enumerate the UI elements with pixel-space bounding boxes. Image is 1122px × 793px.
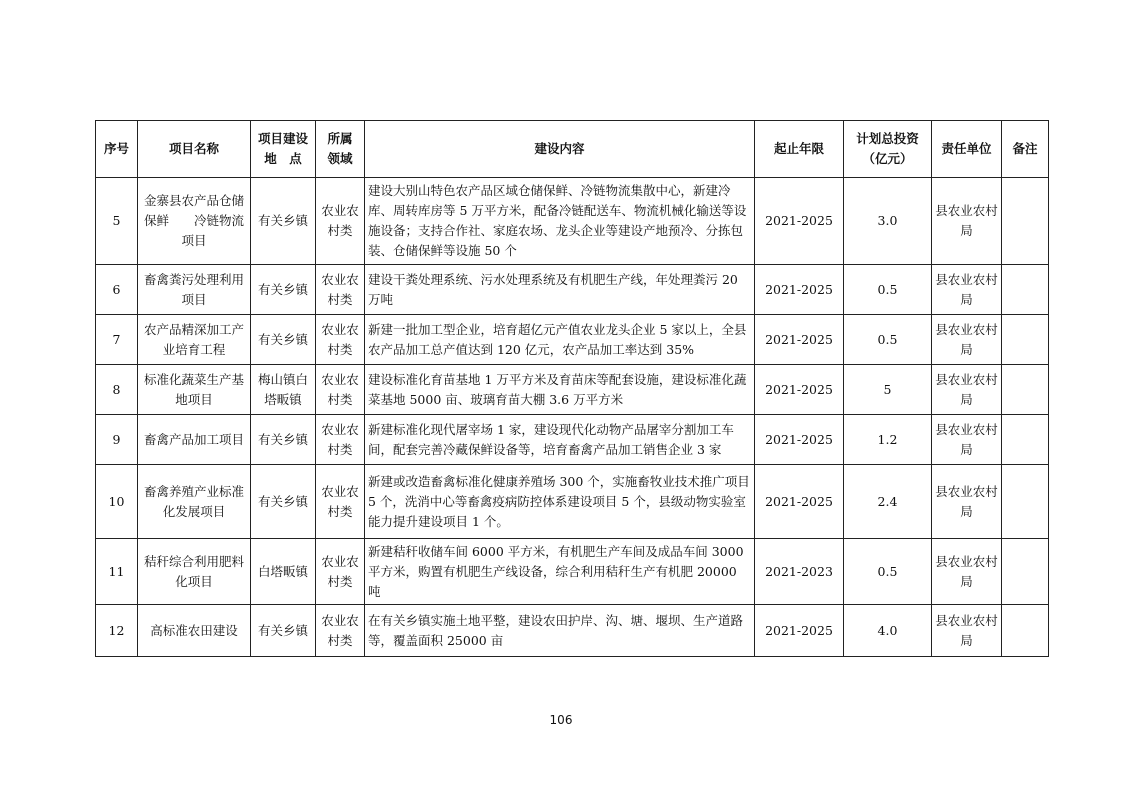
- header-content: 建设内容: [365, 121, 755, 178]
- table-row: [96, 365, 1049, 415]
- cell-investment: 2.4: [844, 465, 932, 539]
- table-row: [96, 539, 1049, 605]
- cell-name: 农产品精深加工产业培育工程: [138, 315, 251, 365]
- cell-remark: [1002, 465, 1049, 539]
- header-location: [251, 121, 316, 178]
- cell-name: 高标准农田建设: [138, 605, 251, 657]
- cell-unit: 县农业农村局: [932, 265, 1002, 315]
- cell-period: 2021-2023: [755, 539, 844, 605]
- cell-name: 畜禽产品加工项目: [138, 415, 251, 465]
- cell-seq: 7: [96, 315, 138, 365]
- cell-investment: 3.0: [844, 178, 932, 265]
- cell-investment: 0.5: [844, 265, 932, 315]
- cell-name: 秸秆综合利用肥料化项目: [138, 539, 251, 605]
- table-row: [96, 178, 1049, 265]
- cell-period: 2021-2025: [755, 265, 844, 315]
- cell-unit: 县农业农村局: [932, 178, 1002, 265]
- header-location-line2: 地 点: [264, 151, 302, 166]
- cell-remark: [1002, 415, 1049, 465]
- cell-field: 农业农村类: [316, 178, 365, 265]
- cell-seq: 12: [96, 605, 138, 657]
- table-header-row: [96, 121, 1049, 178]
- cell-field: 农业农村类: [316, 415, 365, 465]
- cell-location: 有关乡镇: [251, 178, 316, 265]
- table-row: [96, 315, 1049, 365]
- cell-name: 标准化蔬菜生产基地项目: [138, 365, 251, 415]
- cell-location: 有关乡镇: [251, 265, 316, 315]
- cell-seq: 9: [96, 415, 138, 465]
- table-row: [96, 605, 1049, 657]
- cell-seq: 8: [96, 365, 138, 415]
- cell-unit: 县农业农村局: [932, 415, 1002, 465]
- cell-location: 梅山镇白塔畈镇: [251, 365, 316, 415]
- cell-investment: 4.0: [844, 605, 932, 657]
- header-field: [316, 121, 365, 178]
- table-row: [96, 465, 1049, 539]
- cell-period: 2021-2025: [755, 605, 844, 657]
- cell-field: 农业农村类: [316, 315, 365, 365]
- cell-name: 畜禽养殖产业标准化发展项目: [138, 465, 251, 539]
- cell-field: 农业农村类: [316, 265, 365, 315]
- cell-field: 农业农村类: [316, 365, 365, 415]
- cell-content: 新建标准化现代屠宰场 1 家，建设现代化动物产品屠宰分割加工车间，配套完善冷藏保鲜设备等，培育畜禽产品加工销售企业 3 家: [365, 415, 755, 465]
- cell-content: 建设标准化育苗基地 1 万平方米及育苗床等配套设施，建设标准化蔬菜基地 5000 亩、玻璃育苗大棚 3.6 万平方米: [365, 365, 755, 415]
- cell-remark: [1002, 365, 1049, 415]
- project-table: [95, 120, 1049, 657]
- cell-unit: 县农业农村局: [932, 315, 1002, 365]
- cell-period: 2021-2025: [755, 178, 844, 265]
- header-field-line2: 领域: [327, 151, 353, 166]
- cell-content: 新建一批加工型企业，培育超亿元产值农业龙头企业 5 家以上，全县农产品加工总产值达到 120 亿元，农产品加工率达到 35%: [365, 315, 755, 365]
- cell-location: 有关乡镇: [251, 415, 316, 465]
- cell-period: 2021-2025: [755, 365, 844, 415]
- cell-field: 农业农村类: [316, 605, 365, 657]
- cell-location: 有关乡镇: [251, 605, 316, 657]
- header-investment-line2: （亿元）: [862, 151, 913, 166]
- table-row: [96, 415, 1049, 465]
- cell-period: 2021-2025: [755, 415, 844, 465]
- cell-location: 白塔畈镇: [251, 539, 316, 605]
- cell-field: 农业农村类: [316, 465, 365, 539]
- cell-name: 畜禽粪污处理利用项目: [138, 265, 251, 315]
- cell-unit: 县农业农村局: [932, 465, 1002, 539]
- header-period: 起止年限: [755, 121, 844, 178]
- cell-name: 金寨县农产品仓储保鲜 冷链物流项目: [138, 178, 251, 265]
- cell-remark: [1002, 178, 1049, 265]
- cell-remark: [1002, 539, 1049, 605]
- header-unit: 责任单位: [932, 121, 1002, 178]
- cell-field: 农业农村类: [316, 539, 365, 605]
- cell-location: 有关乡镇: [251, 315, 316, 365]
- cell-unit: 县农业农村局: [932, 365, 1002, 415]
- cell-content: 新建秸秆收储车间 6000 平方米，有机肥生产车间及成品车间 3000 平方米，购置有机肥生产线设备，综合利用秸秆生产有机肥 20000 吨: [365, 539, 755, 605]
- cell-content: 在有关乡镇实施土地平整，建设农田护岸、沟、塘、堰坝、生产道路等，覆盖面积 25000 亩: [365, 605, 755, 657]
- cell-seq: 11: [96, 539, 138, 605]
- cell-remark: [1002, 315, 1049, 365]
- cell-unit: 县农业农村局: [932, 605, 1002, 657]
- header-investment: [844, 121, 932, 178]
- cell-unit: 县农业农村局: [932, 539, 1002, 605]
- cell-investment: 5: [844, 365, 932, 415]
- cell-content: 新建或改造畜禽标准化健康养殖场 300 个，实施畜牧业技术推广项目 5 个，洗消中心等畜禽疫病防控体系建设项目 5 个，县级动物实验室能力提升建设项目 1 个。: [365, 465, 755, 539]
- cell-investment: 0.5: [844, 315, 932, 365]
- cell-period: 2021-2025: [755, 465, 844, 539]
- cell-location: 有关乡镇: [251, 465, 316, 539]
- cell-seq: 10: [96, 465, 138, 539]
- cell-period: 2021-2025: [755, 315, 844, 365]
- page-number: 106: [549, 713, 573, 727]
- header-seq: 序号: [96, 121, 138, 178]
- cell-content: 建设大别山特色农产品区域仓储保鲜、冷链物流集散中心，新建冷库、周转库房等 5 万平方米，配备冷链配送车、物流机械化输送等设施设备；支持合作社、家庭农场、龙头企业等建设产地预冷、分拣包装、仓储保鲜等设施 50 个: [365, 178, 755, 265]
- cell-content: 建设干粪处理系统、污水处理系统及有机肥生产线，年处理粪污 20 万吨: [365, 265, 755, 315]
- cell-seq: 5: [96, 178, 138, 265]
- header-location-line1: 项目建设: [257, 131, 308, 146]
- cell-remark: [1002, 605, 1049, 657]
- header-remark: 备注: [1002, 121, 1049, 178]
- header-field-line1: 所属: [327, 131, 353, 146]
- cell-remark: [1002, 265, 1049, 315]
- cell-investment: 0.5: [844, 539, 932, 605]
- cell-seq: 6: [96, 265, 138, 315]
- header-name: 项目名称: [138, 121, 251, 178]
- header-investment-line1: 计划总投资: [856, 131, 919, 146]
- table-row: [96, 265, 1049, 315]
- cell-investment: 1.2: [844, 415, 932, 465]
